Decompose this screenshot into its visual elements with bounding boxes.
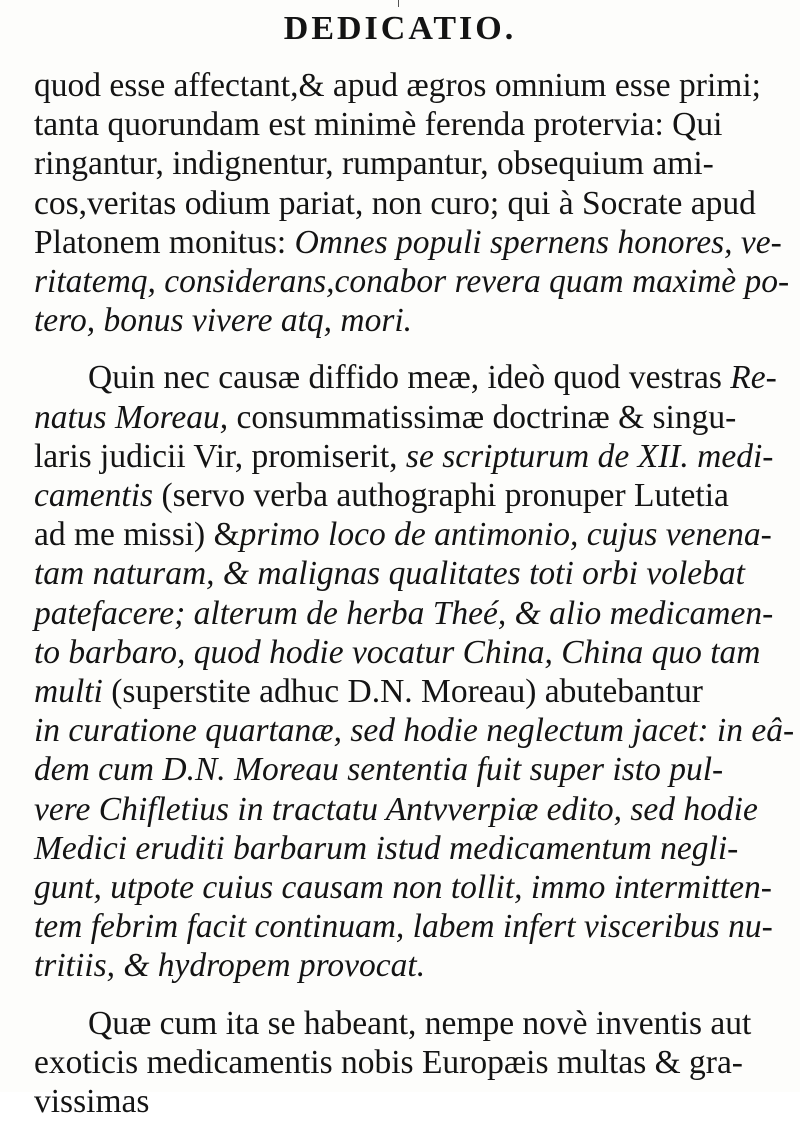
text-line [34,790,774,829]
text-line [34,750,774,789]
paragraph [34,358,795,985]
italic-text-run: tero, bonus vivere atq, mori. [34,302,413,340]
italic-text-run: ritatemq, considerans,conabor revera quam maximè po- [34,263,790,301]
roman-text-run: Quin nec causæ diffido meæ, ideò quod vestras [88,359,731,397]
text-line [34,476,774,515]
text-line [88,1004,774,1043]
text-line [34,594,774,633]
italic-text-run: in curatione quartanæ, sed hodie neglectum jacet: in eâ- [34,712,795,750]
text-line [34,301,774,340]
text-line [34,829,774,868]
italic-text-run: Re- [730,359,777,397]
italic-text-run: natus Moreau, [34,398,229,436]
italic-text-run: dem cum D.N. Moreau sententia fuit super isto pul- [34,751,724,789]
italic-text-run: gunt, utpote cuius causam non tollit, immo intermitten- [34,869,772,907]
roman-text-run: Quæ cum ita se habeant, nempe novè inventis aut [88,1004,752,1042]
text-line [34,437,774,476]
italic-text-run: se scripturum de XII. medi- [405,437,774,475]
italic-text-run: tritiis, & hydropem provocat. [34,947,426,985]
italic-text-run: to barbaro, quod hodie vocatur China, China quo tam [34,633,761,671]
roman-text-run: vissimas [34,1083,150,1121]
text-line [34,672,774,711]
text-line [34,868,774,907]
roman-text-run: laris judicii Vir, promiserit, [34,437,406,475]
text-line [34,946,774,985]
roman-text-run: Platonem monitus: [34,223,295,261]
body-text [34,66,795,1121]
running-header: DEDICATIO. [283,10,517,47]
italic-text-run: vere Chifletius in tractatu Antvverpiæ edito, sed hodie [34,790,758,828]
page-edge-mark [398,0,399,7]
roman-text-run: (superstite adhuc D.N. Moreau) abutebantur [102,673,703,711]
italic-text-run: camentis [34,477,154,515]
italic-text-run: multi [34,673,103,711]
paragraph [34,1004,774,1121]
roman-text-run: (servo verba authographi pronuper Lutetia [153,477,729,515]
paragraph [34,66,790,340]
text-line [34,105,774,144]
italic-text-run: tem febrim facit continuam, labem infert visceribus nu- [34,908,773,946]
text-line [34,398,774,437]
text-line [34,1043,774,1082]
italic-text-run: primo loco de antimonio, cujus venena- [239,516,772,554]
roman-text-run: ringantur, indignentur, rumpantur, obsequium ami- [34,145,714,183]
roman-text-run: consummatissimæ doctrinæ & singu- [228,398,737,436]
text-line [34,184,774,223]
text-line [34,144,774,183]
text-line [34,515,774,554]
roman-text-run: cos,veritas odium pariat, non curo; qui à Socrate apud [34,184,756,222]
text-line [34,262,790,301]
italic-text-run: Omnes populi spernens honores, ve- [294,223,782,261]
roman-text-run: tanta quorundam est minimè ferenda protervia: Qui [34,106,723,144]
roman-text-run: exoticis medicamentis nobis Europæis multas & gra- [34,1043,743,1081]
text-line [34,1082,774,1121]
text-line [34,554,774,593]
text-line [34,66,774,105]
roman-text-run: quod esse affectant,& apud ægros omnium esse primi; [34,67,761,104]
text-line [34,711,795,750]
italic-text-run: Medici eruditi barbarum istud medicamentum negli- [34,829,739,867]
text-line [34,907,774,946]
text-line [34,633,774,672]
text-line [34,223,782,262]
text-line [88,358,777,397]
italic-text-run: patefacere; alterum de herba Theé, & alio medicamen- [34,594,774,632]
roman-text-run: ad me missi) & [34,516,240,554]
italic-text-run: tam naturam, & malignas qualitates toti orbi volebat [34,555,745,593]
